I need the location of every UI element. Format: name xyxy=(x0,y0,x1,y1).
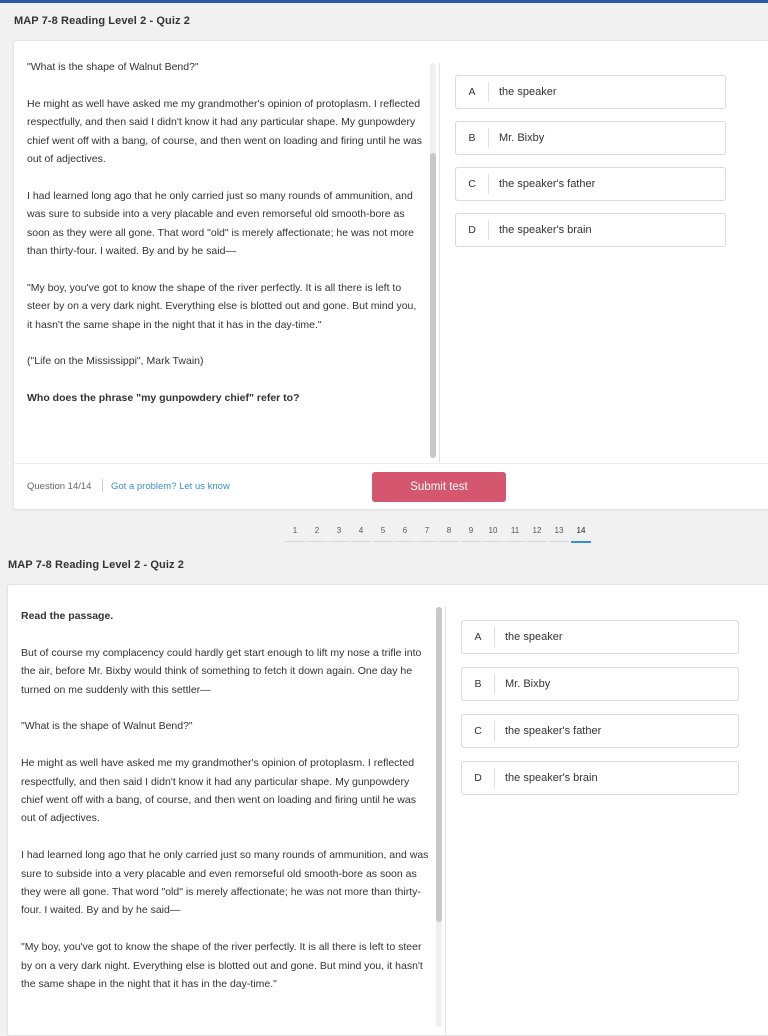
question-counter: Question 14/14 xyxy=(27,481,92,492)
passage-paragraph: I had learned long ago that he only carried just so many rounds of ammunition, and was sure to subside into a very placable and even remorseful old smooth-bore as soon as they were all gone. That word "old" is merely affectionate; he was not more than thirty-four. I waited. By and by he said— xyxy=(21,849,429,917)
page-link[interactable]: 8 xyxy=(439,522,459,542)
answer-option-c[interactable] xyxy=(455,167,726,201)
quiz-title: MAP 7-8 Reading Level 2 - Quiz 2 xyxy=(8,559,184,571)
page-link[interactable]: 2 xyxy=(307,522,327,542)
passage-scrollbar[interactable] xyxy=(436,607,442,1027)
option-letter: B xyxy=(474,678,482,690)
answer-option-a[interactable] xyxy=(455,75,726,109)
question-footer xyxy=(14,463,768,509)
option-separator xyxy=(494,721,495,741)
option-letter: C xyxy=(474,725,482,737)
page-link[interactable]: 3 xyxy=(329,522,349,542)
page-link[interactable]: 6 xyxy=(395,522,415,542)
option-letter: A xyxy=(468,86,476,98)
option-letter: D xyxy=(474,772,482,784)
submit-test-button[interactable]: Submit test xyxy=(372,472,506,502)
answer-option-b[interactable] xyxy=(455,121,726,155)
page-link[interactable]: 1 xyxy=(285,522,305,542)
answer-option-d[interactable] xyxy=(455,213,726,247)
answer-option-c[interactable] xyxy=(461,714,739,748)
passage-paragraph: I had learned long ago that he only carried just so many rounds of ammunition, and was sure to subside into a very placable and even remorseful old smooth-bore as soon as they were all gone. That word "old" is merely affectionate; he was not more than thirty-four. I waited. By and by he said— xyxy=(27,189,415,258)
option-letter: A xyxy=(474,631,482,643)
option-text: the speaker xyxy=(499,86,557,98)
page-link[interactable]: 7 xyxy=(417,522,437,542)
passage-instruction: Read the passage. xyxy=(21,610,114,622)
option-separator xyxy=(488,82,489,102)
page-link[interactable]: 9 xyxy=(461,522,481,542)
page-link-active[interactable]: 14 xyxy=(571,522,591,543)
page-link[interactable]: 4 xyxy=(351,522,371,542)
passage-paragraph: "What is the shape of Walnut Bend?" xyxy=(21,720,193,733)
option-text: the speaker's father xyxy=(505,725,602,737)
column-divider xyxy=(445,607,446,1035)
option-letter: D xyxy=(468,224,476,236)
option-separator xyxy=(488,220,489,240)
report-problem-link[interactable]: Got a problem? Let us know xyxy=(111,481,230,492)
page-link[interactable]: 5 xyxy=(373,522,393,542)
passage-text xyxy=(21,607,429,1013)
option-letter: B xyxy=(468,132,476,144)
page-link[interactable]: 12 xyxy=(527,522,547,542)
question-pagination xyxy=(285,522,593,542)
option-separator xyxy=(488,128,489,148)
passage-paragraph: "My boy, you've got to know the shape of the river perfectly. It is all there is left to steer by on a very dark night. Everything else is blotted out and gone. But mind you, it hasn't the same shape in the night that it has in the day-time." xyxy=(27,281,417,331)
scrollbar-thumb[interactable] xyxy=(430,153,436,458)
quiz-title: MAP 7-8 Reading Level 2 - Quiz 2 xyxy=(14,15,190,27)
passage-text xyxy=(27,58,422,408)
passage-source: ("Life on the Mississippi", Mark Twain) xyxy=(27,355,204,368)
passage-paragraph: But of course my complacency could hardly get start enough to lift my nose a trifle into the air, before Mr. Bixby would think of something to fetch it down again. One day he turned on me suddenly with this settler— xyxy=(21,646,422,696)
scrollbar-thumb[interactable] xyxy=(436,607,442,922)
option-text: the speaker's father xyxy=(499,178,596,190)
option-letter: C xyxy=(468,178,476,190)
option-text: Mr. Bixby xyxy=(505,678,551,690)
passage-paragraph: "What is the shape of Walnut Bend?" xyxy=(27,61,199,73)
option-separator xyxy=(494,627,495,647)
question-card xyxy=(13,40,768,510)
answer-option-d[interactable] xyxy=(461,761,739,795)
option-text: the speaker's brain xyxy=(505,772,598,784)
column-divider xyxy=(439,63,440,463)
answer-option-a[interactable] xyxy=(461,620,739,654)
passage-scrollbar[interactable] xyxy=(430,63,436,458)
passage-paragraph: "My boy, you've got to know the shape of the river perfectly. It is all there is left to steer by on a very dark night. Everything else is blotted out and gone. But mind you, it hasn't the same shape in the night that it has in the day-time." xyxy=(21,941,423,991)
top-accent-bar xyxy=(0,0,768,3)
option-separator xyxy=(488,174,489,194)
answer-option-b[interactable] xyxy=(461,667,739,701)
question-card xyxy=(7,584,768,1036)
passage-paragraph: He might as well have asked me my grandmother's opinion of protoplasm. I reflected respectfully, and then said I didn't know it had any particular shape. My gunpowdery chief went off with a bang, of course, and then went on loading and firing until he was out of adjectives. xyxy=(27,97,422,166)
passage-paragraph: He might as well have asked me my grandmother's opinion of protoplasm. I reflected respectfully, and then said I didn't know it had any particular shape. My gunpowdery chief went off with a bang, of course, and then went on loading and firing until he was out of adjectives. xyxy=(21,757,416,825)
option-separator xyxy=(494,674,495,694)
footer-divider xyxy=(102,479,103,492)
option-text: the speaker's brain xyxy=(499,224,592,236)
option-separator xyxy=(494,768,495,788)
page-link[interactable]: 11 xyxy=(505,522,525,542)
page-link[interactable]: 10 xyxy=(483,522,503,542)
page-link[interactable]: 13 xyxy=(549,522,569,542)
option-text: the speaker xyxy=(505,631,563,643)
question-text: Who does the phrase "my gunpowdery chief" refer to? xyxy=(27,392,300,405)
option-text: Mr. Bixby xyxy=(499,132,545,144)
